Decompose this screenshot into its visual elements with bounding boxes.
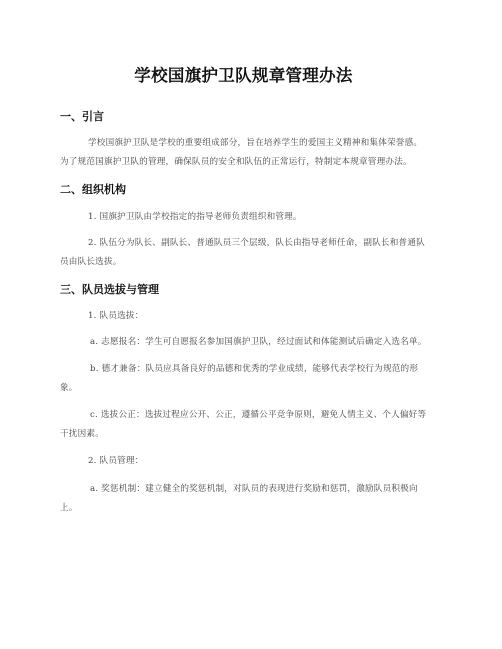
list-item-fair-selection: c. 选拔公正：选拔过程应公开、公正，遵循公平竞争原则，避免人情主义、个人偏好等干扰因素。 [60, 410, 427, 439]
list-item-reward-punishment: a. 奖惩机制：建立健全的奖惩机制，对队员的表现进行奖励和惩罚，激励队员积极向上。 [60, 484, 418, 513]
list-item-virtue-talent: b. 德才兼备：队员应具备良好的品德和优秀的学业成绩，能够代表学校行为规范的形象。 [60, 364, 419, 393]
paragraph-organization-2: 2. 队伍分为队长、副队长、普通队员三个层级，队长由指导老师任命，副队长和普通队员由队长选拔。 [60, 238, 425, 267]
list-item-voluntary-signup: a. 志愿报名：学生可自愿报名参加国旗护卫队，经过面试和体能测试后确定入选名单。 [90, 337, 427, 347]
paragraph-organization-1: 1. 国旗护卫队由学校指定的指导老师负责组织和管理。 [88, 212, 302, 222]
section-heading-selection-management: 三、队员选拔与管理 [60, 283, 159, 296]
section-heading-organization: 二、组织机构 [60, 183, 126, 196]
subheading-member-management: 2. 队员管理： [88, 456, 144, 466]
section-heading-introduction: 一、引言 [60, 110, 104, 123]
document-title: 学校国旗护卫队规章管理办法 [134, 66, 353, 85]
subheading-member-selection: 1. 队员选拔： [88, 311, 144, 321]
paragraph-introduction: 学校国旗护卫队是学校的重要组成部分，旨在培养学生的爱国主义精神和集体荣誉感。为了规范国旗护卫队的管理，确保队员的安全和队伍的正常运行，特制定本规章管理办法。 [60, 138, 423, 167]
